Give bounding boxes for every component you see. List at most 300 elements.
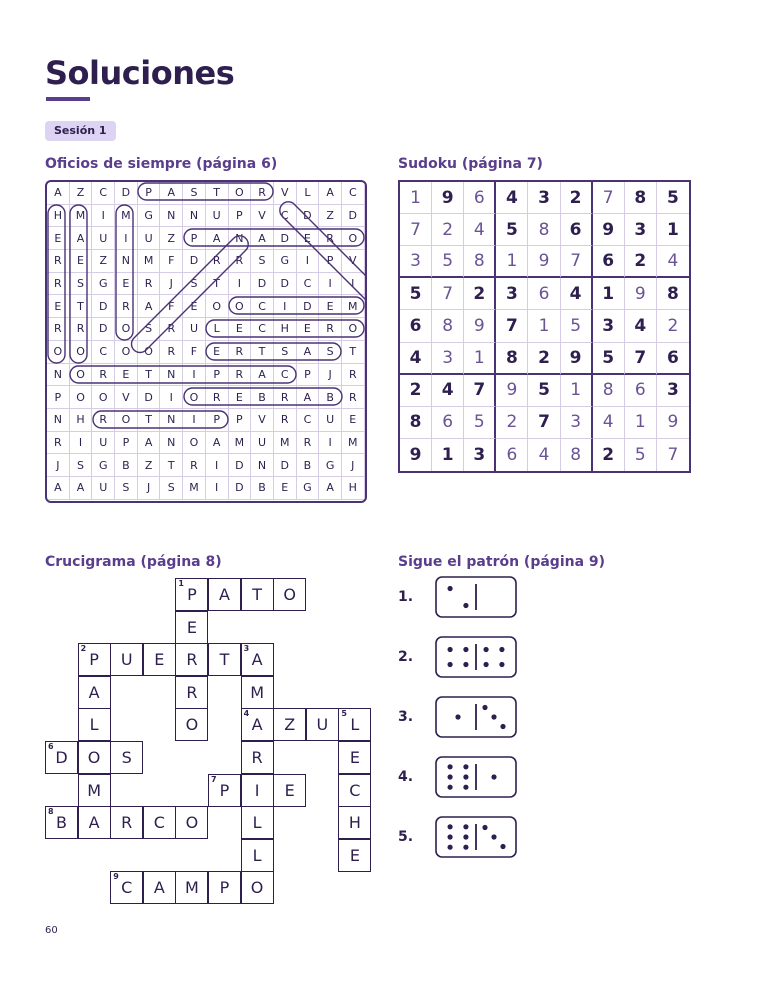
sudoku-cell: 7 — [667, 444, 679, 465]
crossword-letter: S — [121, 748, 132, 767]
domino-pip — [447, 845, 452, 850]
wordsearch-letter: S — [183, 182, 206, 205]
wordsearch-letter: B — [115, 454, 138, 477]
sudoku-cell: 9 — [464, 310, 496, 342]
wordsearch-letter: P — [206, 409, 229, 432]
crossword-cell — [143, 871, 176, 904]
sudoku-cell: 1 — [432, 439, 464, 471]
wordsearch-letter: R — [115, 295, 138, 318]
sudoku-cell: 1 — [400, 182, 432, 214]
wordsearch-letter: H — [274, 318, 297, 341]
wordsearch-letter: U — [183, 318, 206, 341]
sudoku-cell: 6 — [432, 407, 464, 439]
sudoku-cell: 7 — [432, 278, 464, 310]
crossword-cell — [208, 774, 241, 807]
sudoku-cell: 7 — [400, 214, 432, 246]
wordsearch-letter: E — [342, 409, 365, 432]
wordsearch-letter: R — [183, 454, 206, 477]
wordsearch-letter: Z — [160, 227, 183, 250]
wordsearch-letter: N — [251, 454, 274, 477]
wordsearch-letter: N — [47, 409, 70, 432]
domino-pip — [483, 662, 488, 667]
sudoku-cell: 8 — [593, 375, 625, 407]
domino-pip — [491, 774, 496, 779]
wordsearch-letter: P — [229, 205, 252, 228]
crossword-cell — [306, 708, 339, 741]
crossword-cell — [175, 708, 208, 741]
crossword-letter: L — [89, 715, 99, 735]
wordsearch-letter: M — [274, 432, 297, 455]
crossword-letter: E — [284, 780, 295, 800]
crossword-clue-number: 4 — [243, 709, 250, 719]
crossword-cell — [338, 741, 371, 774]
crossword-cell — [241, 871, 274, 904]
wordsearch-letter: R — [92, 364, 115, 387]
crossword-cell — [241, 741, 274, 774]
sudoku-cell: 4 — [432, 375, 464, 407]
domino-pip — [447, 764, 452, 769]
crossword-clue-number: 9 — [113, 872, 119, 882]
domino-tile — [435, 636, 517, 678]
wordsearch-letter: E — [70, 250, 93, 273]
wordsearch-letter: I — [206, 454, 229, 477]
crossword-clue-number: 8 — [48, 807, 54, 817]
wordsearch-title: Oficios de siempre (página 6) — [45, 156, 278, 172]
wordsearch-letter: U — [92, 432, 115, 455]
wordsearch-letter: J — [47, 454, 70, 477]
wordsearch-letter: R — [251, 182, 274, 205]
wordsearch-letter: A — [70, 477, 93, 500]
domino-pip — [499, 662, 504, 667]
wordsearch-letter: S — [251, 250, 274, 273]
sudoku-cell: 4 — [625, 310, 657, 342]
crossword-cell — [110, 741, 143, 774]
wordsearch-letter: O — [47, 341, 70, 364]
wordsearch-letter: A — [319, 182, 342, 205]
crossword-cell — [45, 741, 78, 774]
wordsearch-letter: E — [229, 318, 252, 341]
crossword-letter: P — [219, 878, 230, 898]
crossword-letter: O — [185, 715, 199, 735]
wordsearch-letter: O — [115, 341, 138, 364]
wordsearch-letter: T — [70, 295, 93, 318]
crossword-cell — [273, 774, 306, 807]
sudoku-cell: 3 — [496, 278, 528, 310]
wordsearch-letter: T — [206, 273, 229, 296]
sudoku-cell: 6 — [561, 214, 593, 246]
wordsearch-letter: E — [115, 273, 138, 296]
crossword-cell — [175, 676, 208, 709]
sudoku-cell: 5 — [464, 407, 496, 439]
crossword-letter: L — [252, 845, 262, 865]
wordsearch-letter: N — [115, 250, 138, 273]
domino-pip — [500, 724, 505, 729]
sudoku-cell: 9 — [561, 343, 593, 375]
wordsearch-letter: M — [229, 432, 252, 455]
crossword-letter: A — [88, 682, 100, 702]
wordsearch-letter: R — [274, 386, 297, 409]
wordsearch-letter: R — [274, 409, 297, 432]
wordsearch-letter: E — [206, 341, 229, 364]
sudoku-cell: 3 — [464, 439, 496, 471]
wordsearch-letter: U — [251, 432, 274, 455]
crossword-letter: P — [89, 650, 99, 670]
domino-pip — [447, 586, 452, 591]
wordsearch-letter: U — [319, 409, 342, 432]
wordsearch-letter: D — [274, 273, 297, 296]
sudoku-cell: 9 — [432, 182, 464, 214]
crossword-cell — [78, 708, 111, 741]
wordsearch-letter: R — [229, 341, 252, 364]
sudoku-cell: 3 — [528, 182, 560, 214]
wordsearch-letter: C — [297, 409, 320, 432]
domino-pip — [482, 705, 487, 710]
crossword-letter: M — [250, 682, 264, 702]
sudoku-cell: 7 — [528, 407, 560, 439]
sudoku-cell: 8 — [657, 278, 689, 310]
wordsearch-letter: E — [274, 477, 297, 500]
pattern-item-number: 1. — [398, 589, 414, 605]
wordsearch-letter: L — [206, 318, 229, 341]
wordsearch-letter: M — [138, 250, 161, 273]
wordsearch-letter: C — [251, 295, 274, 318]
sudoku-cell: 7 — [561, 246, 593, 278]
domino-tile — [435, 756, 517, 798]
wordsearch-letter: E — [183, 295, 206, 318]
crossword-cell — [241, 578, 274, 611]
wordsearch-letter: A — [70, 227, 93, 250]
sudoku-cell: 1 — [528, 310, 560, 342]
crossword-letter: U — [120, 650, 133, 670]
sudoku-cell: 4 — [464, 214, 496, 246]
crossword-letter: E — [349, 845, 360, 865]
crossword-letter: M — [87, 780, 101, 800]
crossword-cell — [175, 806, 208, 839]
wordsearch-letter: R — [160, 341, 183, 364]
sudoku-cell: 2 — [625, 246, 657, 278]
sudoku-cell: 9 — [496, 375, 528, 407]
sudoku-cell: 3 — [400, 246, 432, 278]
wordsearch-letter: L — [297, 182, 320, 205]
sudoku-cell: 4 — [657, 246, 689, 278]
crossword-letter: R — [186, 650, 198, 670]
crossword-letter: O — [283, 585, 296, 604]
wordsearch-letter: S — [115, 477, 138, 500]
sudoku-cell: 7 — [625, 343, 657, 375]
wordsearch-letter: S — [274, 341, 297, 364]
crossword-cell — [338, 774, 371, 807]
wordsearch-letter: A — [297, 386, 320, 409]
sudoku-cell: 2 — [464, 278, 496, 310]
wordsearch-letter: P — [47, 386, 70, 409]
wordsearch-letter: R — [138, 273, 161, 296]
wordsearch-letter: I — [206, 477, 229, 500]
wordsearch-letter: F — [160, 295, 183, 318]
crossword-clue-number: 5 — [341, 709, 347, 719]
wordsearch-letter: A — [206, 227, 229, 250]
wordsearch-letter: P — [183, 227, 206, 250]
crossword-title: Crucigrama (página 8) — [45, 554, 222, 570]
domino-tile — [435, 576, 517, 618]
wordsearch-letter: B — [251, 477, 274, 500]
domino-pip — [447, 824, 452, 829]
sudoku-cell: 3 — [432, 343, 464, 375]
wordsearch-letter: R — [319, 318, 342, 341]
wordsearch-letter: O — [183, 432, 206, 455]
wordsearch-grid — [45, 180, 367, 503]
wordsearch-letter: N — [229, 227, 252, 250]
crossword-letter: A — [251, 715, 263, 735]
crossword-letter: E — [154, 650, 165, 670]
wordsearch-letter: O — [342, 318, 365, 341]
wordsearch-letter: D — [92, 295, 115, 318]
domino-pip — [447, 662, 452, 667]
sudoku-cell: 8 — [528, 214, 560, 246]
crossword-cell — [110, 871, 143, 904]
wordsearch-letter: A — [138, 295, 161, 318]
wordsearch-letter: A — [206, 432, 229, 455]
domino-pip — [463, 834, 468, 839]
sudoku-cell: 1 — [593, 278, 625, 310]
sudoku-cell: 3 — [657, 375, 689, 407]
sudoku-cell: 8 — [464, 246, 496, 278]
wordsearch-letter: R — [47, 250, 70, 273]
wordsearch-letter: Z — [92, 250, 115, 273]
wordsearch-letter: B — [251, 386, 274, 409]
wordsearch-letter: C — [92, 182, 115, 205]
domino-pip — [499, 647, 504, 652]
sudoku-cell: 6 — [625, 375, 657, 407]
pattern-item-number: 2. — [398, 649, 414, 665]
wordsearch-letter: O — [229, 182, 252, 205]
crossword-letter: M — [184, 878, 199, 898]
sudoku-cell: 5 — [432, 246, 464, 278]
wordsearch-letter: R — [342, 364, 365, 387]
wordsearch-letter: M — [342, 295, 365, 318]
wordsearch-letter: I — [274, 295, 297, 318]
crossword-clue-number: 1 — [178, 579, 184, 588]
domino-pip — [500, 844, 505, 849]
wordsearch-letter: V — [342, 250, 365, 273]
wordsearch-letter: C — [297, 273, 320, 296]
sudoku-cell: 3 — [593, 310, 625, 342]
sudoku-cell: 2 — [400, 375, 432, 407]
sudoku-cell: 8 — [625, 182, 657, 214]
wordsearch-letter: O — [70, 386, 93, 409]
wordsearch-letter: M — [115, 205, 138, 228]
wordsearch-letter: S — [70, 454, 93, 477]
crossword-letter: R — [186, 682, 198, 702]
crossword-cell — [78, 741, 111, 774]
wordsearch-letter: H — [47, 205, 70, 228]
wordsearch-letter: J — [138, 477, 161, 500]
wordsearch-letter: Z — [138, 454, 161, 477]
crossword-clue-number: 6 — [48, 742, 54, 751]
crossword-letter: E — [186, 617, 197, 637]
crossword-letter: P — [219, 780, 230, 800]
wordsearch-letter: R — [70, 318, 93, 341]
sudoku-cell: 4 — [496, 182, 528, 214]
sudoku-cell: 6 — [400, 310, 432, 342]
crossword-letter: H — [348, 813, 361, 833]
crossword-letter: C — [153, 813, 165, 833]
crossword-clue-number: 3 — [243, 644, 250, 654]
wordsearch-letter: B — [297, 454, 320, 477]
sudoku-cell: 9 — [528, 246, 560, 278]
domino-pip — [463, 824, 468, 829]
crossword-letter: T — [219, 650, 230, 670]
wordsearch-letter: O — [183, 386, 206, 409]
crossword-cell — [110, 806, 143, 839]
crossword-letter: D — [55, 748, 68, 767]
wordsearch-letter: O — [229, 295, 252, 318]
wordsearch-letter: R — [206, 386, 229, 409]
sudoku-cell: 5 — [496, 214, 528, 246]
wordsearch-letter: M — [70, 205, 93, 228]
sudoku-cell: 2 — [432, 214, 464, 246]
wordsearch-letter: N — [160, 409, 183, 432]
wordsearch-letter: T — [138, 364, 161, 387]
wordsearch-letter: C — [274, 205, 297, 228]
domino-tile — [435, 696, 517, 738]
wordsearch-letter: D — [138, 386, 161, 409]
wordsearch-letter: I — [160, 386, 183, 409]
sudoku-title: Sudoku (página 7) — [398, 156, 543, 172]
crossword-cell — [241, 643, 274, 676]
sudoku-cell: 3 — [625, 214, 657, 246]
sudoku-cell: 1 — [625, 407, 657, 439]
sudoku-cell: 5 — [657, 182, 689, 214]
sudoku-cell: 5 — [528, 375, 560, 407]
wordsearch-letter: I — [183, 364, 206, 387]
sudoku-cell: 5 — [400, 278, 432, 310]
wordsearch-letter: O — [115, 409, 138, 432]
domino-pip — [463, 764, 468, 769]
crossword-letter: C — [121, 878, 133, 898]
pattern-item-number: 4. — [398, 769, 414, 785]
crossword-letter: R — [251, 748, 263, 767]
crossword-letter: A — [88, 813, 100, 833]
wordsearch-letter: P — [229, 409, 252, 432]
crossword-letter: C — [349, 780, 361, 800]
wordsearch-letter: G — [319, 454, 342, 477]
sudoku-cell: 6 — [464, 182, 496, 214]
crossword-letter: A — [251, 650, 263, 670]
domino-pip — [447, 774, 452, 779]
wordsearch-letter: D — [92, 318, 115, 341]
sudoku-cell: 7 — [464, 375, 496, 407]
wordsearch-letter: N — [160, 364, 183, 387]
pattern-item-number: 3. — [398, 709, 414, 725]
pattern-title: Sigue el patrón (página 9) — [398, 554, 606, 570]
sudoku-cell: 4 — [528, 439, 560, 471]
wordsearch-letter: R — [206, 250, 229, 273]
wordsearch-letter: B — [319, 386, 342, 409]
page-title: Soluciones — [45, 54, 235, 92]
sudoku-cell: 9 — [657, 407, 689, 439]
wordsearch-letter: A — [138, 432, 161, 455]
domino-pip — [463, 785, 468, 790]
crossword-cell — [143, 806, 176, 839]
crossword-letter: E — [349, 748, 360, 767]
crossword-clue-number: 7 — [211, 774, 217, 784]
wordsearch-letter: R — [229, 250, 252, 273]
crossword-cell — [78, 676, 111, 709]
wordsearch-letter: R — [47, 432, 70, 455]
crossword-letter: A — [219, 585, 230, 604]
wordsearch-letter: T — [342, 341, 365, 364]
crossword-cell — [273, 578, 306, 611]
crossword-cell — [241, 676, 274, 709]
wordsearch-letter: I — [115, 227, 138, 250]
wordsearch-letter: I — [319, 432, 342, 455]
sudoku-cell: 2 — [593, 439, 625, 471]
wordsearch-letter: E — [47, 295, 70, 318]
wordsearch-letter: F — [183, 341, 206, 364]
sudoku-cell: 8 — [400, 407, 432, 439]
page-number: 60 — [45, 925, 58, 936]
sudoku-cell: 7 — [496, 310, 528, 342]
sudoku-cell: 6 — [657, 343, 689, 375]
sudoku-cell: 6 — [496, 439, 528, 471]
wordsearch-letter: E — [297, 318, 320, 341]
wordsearch-letter: T — [251, 341, 274, 364]
wordsearch-letter: V — [251, 409, 274, 432]
wordsearch-letter: V — [251, 205, 274, 228]
wordsearch-letter: D — [229, 454, 252, 477]
wordsearch-letter: U — [138, 227, 161, 250]
wordsearch-letter: I — [297, 250, 320, 273]
wordsearch-letter: D — [297, 295, 320, 318]
crossword-cell — [208, 871, 241, 904]
wordsearch-letter: R — [297, 432, 320, 455]
wordsearch-letter: T — [160, 454, 183, 477]
wordsearch-letter: P — [206, 364, 229, 387]
crossword-cell — [273, 708, 306, 741]
crossword-cell — [78, 643, 111, 676]
crossword-cell — [208, 578, 241, 611]
sudoku-cell: 4 — [561, 278, 593, 310]
pattern-item-number: 5. — [398, 829, 414, 845]
crossword-cell — [208, 643, 241, 676]
domino-tile — [435, 816, 517, 858]
wordsearch-letter: O — [70, 341, 93, 364]
crossword-cell — [338, 708, 371, 741]
crossword-letter: O — [87, 748, 101, 767]
sudoku-cell: 5 — [561, 310, 593, 342]
sudoku-cell: 4 — [593, 407, 625, 439]
wordsearch-letter: E — [229, 386, 252, 409]
domino-pip — [455, 714, 460, 719]
wordsearch-letter: O — [342, 227, 365, 250]
wordsearch-letter: C — [342, 182, 365, 205]
wordsearch-letter: S — [183, 273, 206, 296]
wordsearch-letter: A — [160, 182, 183, 205]
wordsearch-letter: Z — [319, 205, 342, 228]
wordsearch-cells — [47, 182, 365, 500]
wordsearch-letter: N — [183, 205, 206, 228]
crossword-letter: L — [350, 715, 360, 735]
wordsearch-letter: E — [47, 227, 70, 250]
wordsearch-letter: S — [70, 273, 93, 296]
sudoku-cell: 8 — [496, 343, 528, 375]
wordsearch-letter: P — [115, 432, 138, 455]
sudoku-grid — [398, 180, 691, 473]
wordsearch-letter: I — [70, 432, 93, 455]
wordsearch-letter: V — [274, 182, 297, 205]
sudoku-cell: 1 — [657, 214, 689, 246]
domino-pip — [491, 834, 496, 839]
